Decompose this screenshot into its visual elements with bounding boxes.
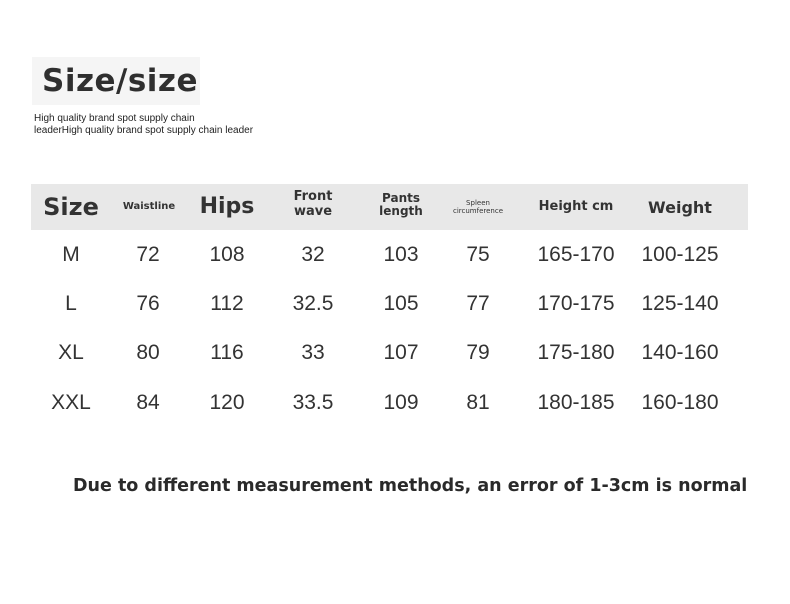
table-cell: 75 <box>466 243 490 266</box>
header-size: Size <box>43 193 99 221</box>
table-cell: 107 <box>383 341 419 364</box>
table-cell: 105 <box>383 292 419 315</box>
subtitle <box>34 113 253 137</box>
table-cell: 120 <box>209 391 245 414</box>
table-cell: 80 <box>136 341 160 364</box>
table-cell: 180-185 <box>537 391 615 414</box>
table-cell: 125-140 <box>641 292 719 315</box>
table-cell: M <box>62 243 80 266</box>
table-cell: L <box>65 292 77 315</box>
table-cell: 112 <box>210 292 244 315</box>
table-cell: XL <box>58 341 84 364</box>
page-title: Size/size <box>42 63 198 99</box>
header-weight: Weight <box>648 198 712 217</box>
table-cell: 79 <box>466 341 490 364</box>
table-cell: 100-125 <box>641 243 719 266</box>
table-cell: 33.5 <box>292 391 334 414</box>
header-front-wave-line2: wave <box>293 204 333 219</box>
measurement-note: Due to different measurement methods, an error of 1-3cm is normal <box>73 476 748 496</box>
table-cell: 108 <box>209 243 245 266</box>
table-cell: XXL <box>51 391 91 414</box>
table-cell: 84 <box>136 391 160 414</box>
header-pants-length <box>379 192 423 218</box>
header-front-wave <box>294 189 333 219</box>
table-cell: 77 <box>466 292 490 315</box>
table-cell: 160-180 <box>641 391 719 414</box>
header-spleen-circumference <box>453 199 503 215</box>
header-spleen-line1: Spleen <box>466 199 490 207</box>
table-cell: 165-170 <box>537 243 615 266</box>
table-cell: 81 <box>466 391 490 414</box>
header-front-wave-line1: Front <box>293 189 333 204</box>
table-cell: 72 <box>136 243 160 266</box>
header-hips: Hips <box>199 194 255 219</box>
header-spleen-line2: circumference <box>452 207 504 215</box>
table-cell: 33 <box>301 341 325 364</box>
table-cell: 116 <box>210 341 244 364</box>
header-pants-length-line1: Pants <box>381 191 420 205</box>
table-cell: 103 <box>383 243 419 266</box>
header-waistline: Waistline <box>122 201 176 212</box>
table-cell: 76 <box>136 292 160 315</box>
subtitle-line: leaderHigh quality brand spot supply chain leader <box>34 125 254 136</box>
table-cell: 32.5 <box>292 292 334 315</box>
header-height: Height cm <box>538 199 614 214</box>
table-cell: 109 <box>383 391 419 414</box>
header-pants-length-line2: length <box>379 204 423 218</box>
subtitle-line: High quality brand spot supply chain <box>34 113 195 124</box>
table-cell: 32 <box>301 243 325 266</box>
table-cell: 170-175 <box>537 292 615 315</box>
table-cell: 140-160 <box>641 341 719 364</box>
table-cell: 175-180 <box>537 341 615 364</box>
